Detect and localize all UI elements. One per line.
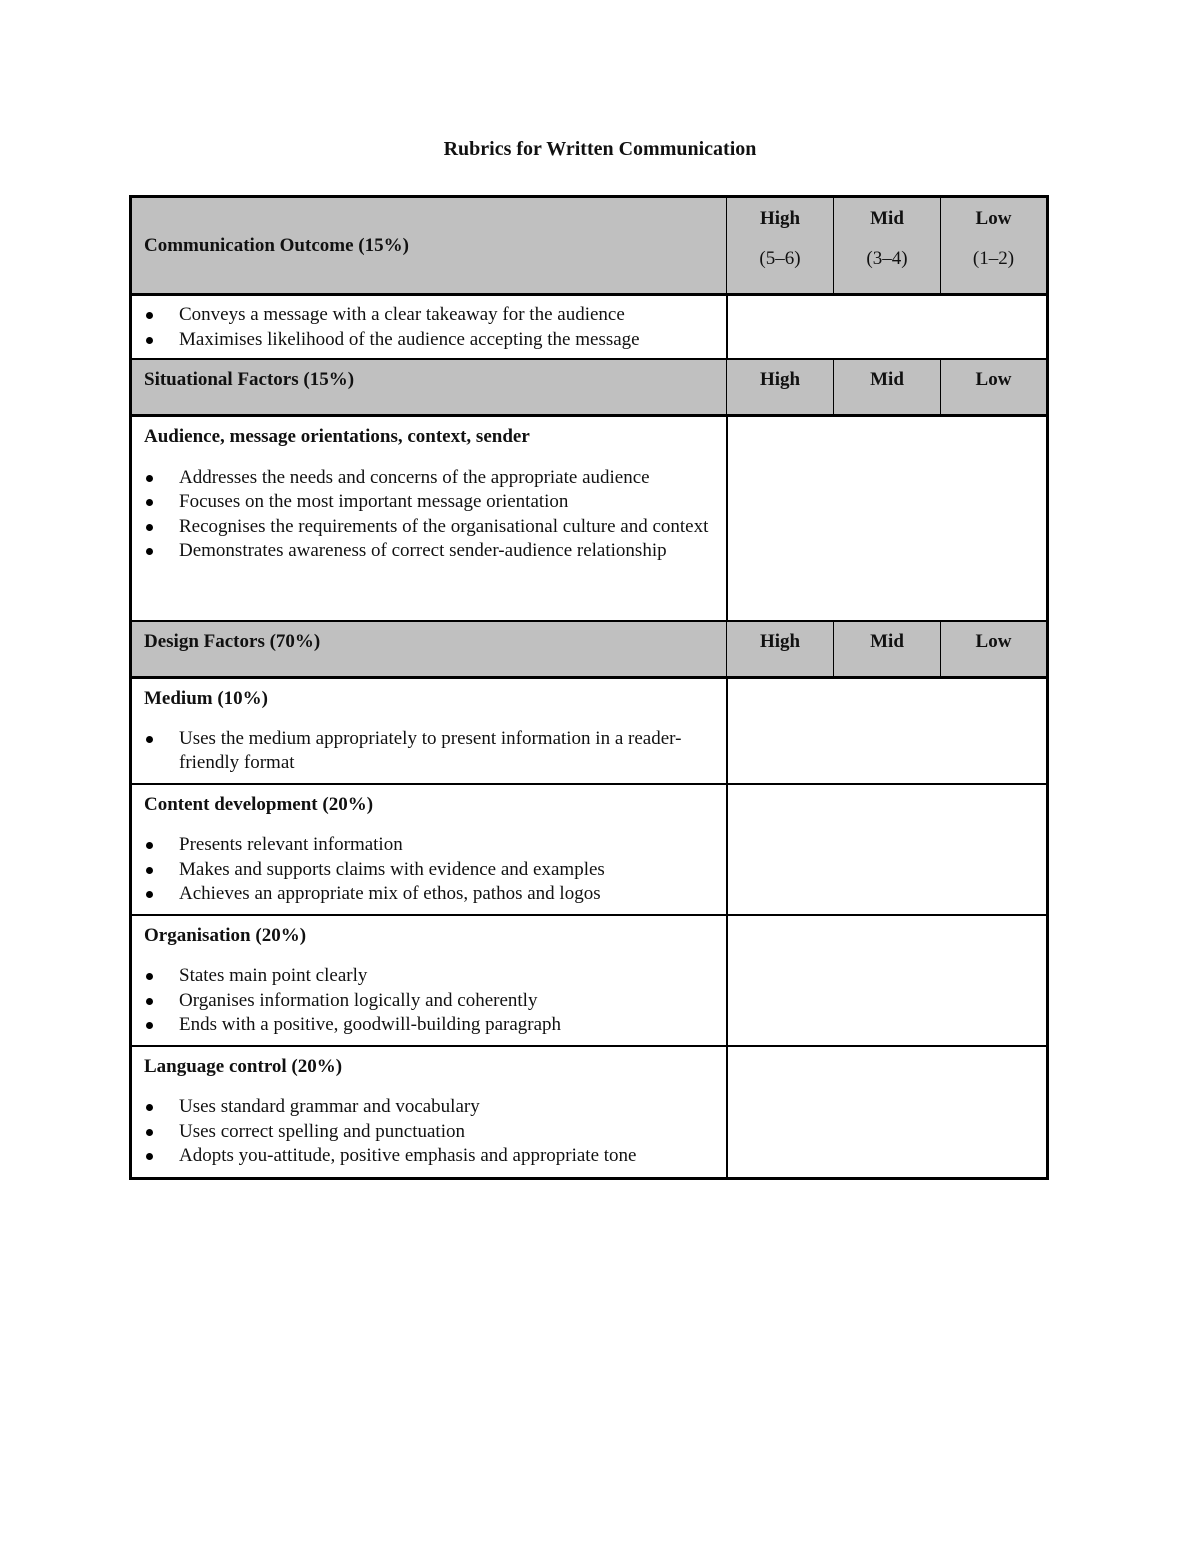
criterion-points: [132, 947, 726, 1044]
criterion-point: Adopts you-attitude, positive emphasis and appropriate tone: [144, 1144, 716, 1169]
criterion-point: Focuses on the most important message orientation: [144, 490, 716, 515]
level-label: Low: [975, 631, 1012, 653]
level-range: (5–6): [759, 248, 801, 269]
level-low-column-header: [941, 621, 1048, 677]
score-cell[interactable]: [727, 415, 1048, 621]
bullet-icon: [146, 312, 153, 319]
criterion-point: Organises information logically and coherently: [144, 989, 716, 1014]
criterion-row: [131, 295, 1048, 360]
bullet-icon: [146, 499, 153, 506]
bullet-icon: [146, 337, 153, 344]
level-range: (1–2): [972, 248, 1015, 269]
score-cell[interactable]: [727, 677, 1048, 784]
level-label: Mid: [870, 369, 904, 391]
section-title: Design Factors (70%): [144, 631, 321, 653]
score-cell[interactable]: [727, 915, 1048, 1046]
criterion-points: [132, 296, 726, 358]
criterion-title: Medium (10%): [144, 687, 269, 709]
criterion-points: [132, 448, 726, 570]
bullet-icon: [146, 1022, 153, 1029]
level-low-column-header: [941, 359, 1048, 415]
criterion-title: Language control (20%): [144, 1056, 343, 1078]
section-title: Situational Factors (15%): [144, 369, 355, 391]
rubric-table: [129, 195, 1049, 1180]
criterion-points: [132, 816, 726, 913]
criterion-title: Content development (20%): [144, 794, 374, 816]
bullet-icon: [146, 867, 153, 874]
criterion-points: [132, 710, 726, 782]
criterion-points: [132, 1078, 726, 1175]
level-mid-column-header: [834, 621, 941, 677]
bullet-icon: [146, 842, 153, 849]
criterion-point: Maximises likelihood of the audience accepting the message: [144, 328, 716, 353]
criterion-point: Addresses the needs and concerns of the appropriate audience: [144, 466, 716, 491]
criterion-point: States main point clearly: [144, 964, 716, 989]
criterion-point: Makes and supports claims with evidence and examples: [144, 858, 716, 883]
bullet-icon: [146, 891, 153, 898]
document-title: Rubrics for Written Communication: [443, 138, 757, 160]
level-label: High: [759, 631, 801, 653]
level-label: High: [759, 208, 801, 229]
criterion-point: Conveys a message with a clear takeaway for the audience: [144, 303, 716, 328]
score-cell[interactable]: [727, 1046, 1048, 1178]
section-header-situational-factors: [131, 359, 1048, 415]
section-header-communication-outcome: [131, 197, 1048, 295]
level-label: High: [759, 369, 801, 391]
level-label: Low: [975, 369, 1012, 391]
level-label: Mid: [870, 208, 904, 229]
criterion-row: [131, 677, 1048, 784]
criterion-point: Uses standard grammar and vocabulary: [144, 1095, 716, 1120]
criterion-point: Uses correct spelling and punctuation: [144, 1120, 716, 1145]
score-cell[interactable]: [727, 784, 1048, 915]
criterion-row: [131, 415, 1048, 621]
bullet-icon: [146, 475, 153, 482]
criterion-row: [131, 784, 1048, 915]
section-title: Communication Outcome (15%): [144, 234, 409, 256]
level-label: Mid: [870, 631, 904, 653]
criterion-point: Demonstrates awareness of correct sender-audience relationship: [144, 539, 716, 564]
level-mid-column-header: [834, 359, 941, 415]
bullet-icon: [146, 524, 153, 531]
bullet-icon: [146, 548, 153, 555]
criterion-point: Uses the medium appropriately to present information in a reader-friendly format: [144, 727, 716, 776]
level-high-column-header: [727, 621, 834, 677]
level-mid-column-header: [834, 197, 941, 295]
level-range: (3–4): [866, 248, 908, 269]
criterion-title: Organisation (20%): [144, 925, 307, 947]
bullet-icon: [146, 998, 153, 1005]
criterion-point: Presents relevant information: [144, 833, 716, 858]
bullet-icon: [146, 1129, 153, 1136]
section-header-design-factors: [131, 621, 1048, 677]
bullet-icon: [146, 1153, 153, 1160]
bullet-icon: [146, 1104, 153, 1111]
level-high-column-header: [727, 359, 834, 415]
level-high-column-header: [727, 197, 834, 295]
criterion-title: Audience, message orientations, context, sender: [144, 425, 530, 447]
bullet-icon: [146, 973, 153, 980]
score-cell[interactable]: [727, 295, 1048, 360]
level-label: Low: [975, 208, 1012, 229]
criterion-row: [131, 915, 1048, 1046]
criterion-point: Ends with a positive, goodwill-building paragraph: [144, 1013, 716, 1038]
criterion-row: [131, 1046, 1048, 1178]
bullet-icon: [146, 736, 153, 743]
level-low-column-header: [941, 197, 1048, 295]
criterion-point: Recognises the requirements of the organisational culture and context: [144, 515, 716, 540]
criterion-point: Achieves an appropriate mix of ethos, pathos and logos: [144, 882, 716, 907]
